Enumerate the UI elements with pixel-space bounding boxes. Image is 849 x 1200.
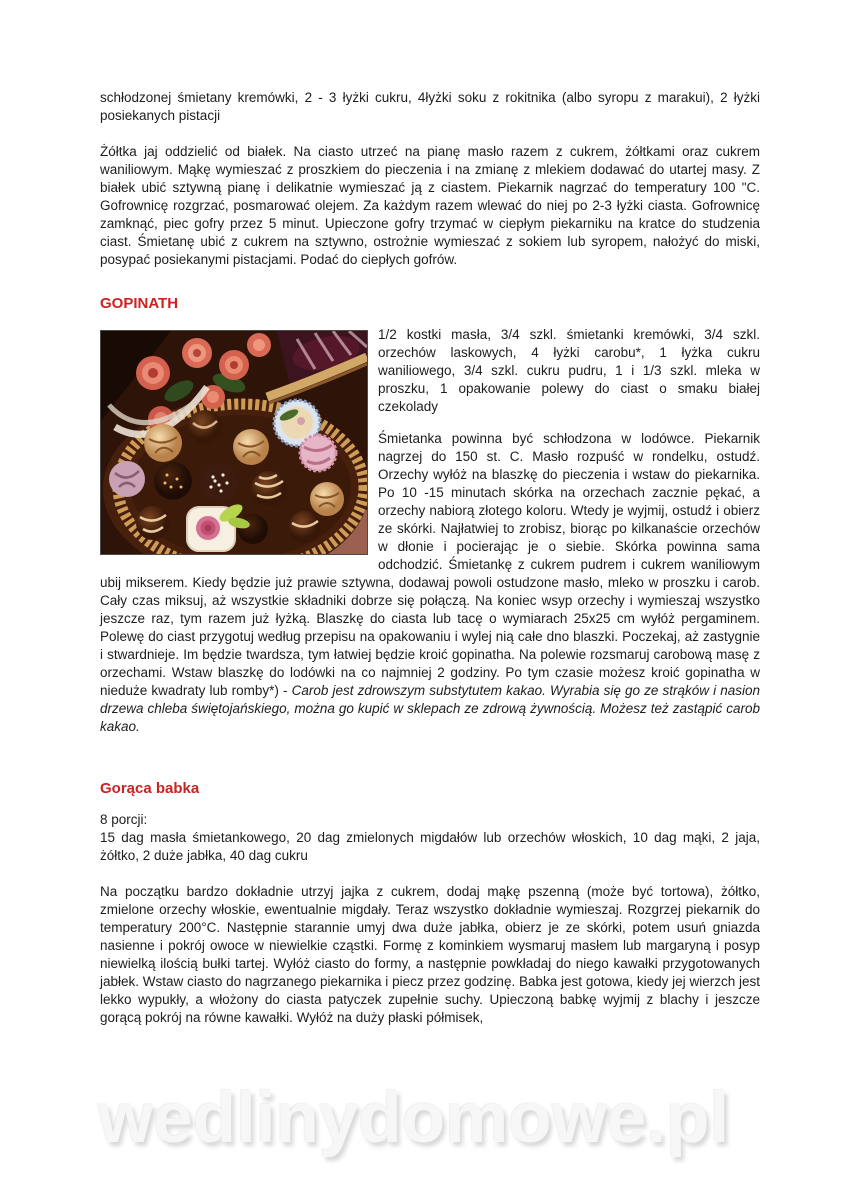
babka-heading: Gorąca babka	[100, 780, 200, 797]
babka-servings: 8 porcji:	[100, 812, 148, 827]
watermark: wedlinydomowe.pl	[98, 1079, 730, 1158]
carob-note: Carob jest zdrowszym substytutem kakao. Wyrabia się go ze strąków i nasion drzewa chleba świętojańskiego, można go kupić w sklepach ze zdrową żywnością. Możesz też zastąpić carob kakao.	[100, 683, 760, 734]
intro-paragraph: schłodzonej śmietany kremówki, 2 - 3 łyżki cukru, 4łyżki soku z rokitnika (albo syropu z marakui), 2 łyżki posiekanych pistacji	[100, 90, 760, 123]
gopinath-heading: GOPINATH	[100, 295, 179, 312]
babka-instructions: Na początku bardzo dokładnie utrzyj jajka z cukrem, dodaj mąkę pszenną (może być tortowa), żółtko, zmielone orzechy włoskie, ewentualnie migdały. Teraz wszystko dokładnie wymieszaj. Rozgrzej piekarnik do temperatury 200°C. Następnie starannie umyj dwa duże jabłka, obierz je ze skórki, potem usuń gniazda nasienne i pokrój owoce w niewielkie cząstki. Formę z kominkiem wysmaruj masłem lub margaryną i posyp niewielką ilością bułki tartej. Wyłóż ciasto do formy, a następnie powkładaj do niego kawałki przygotowanych jabłek. Wstaw ciasto do nagrzanego piekarnika i piecz przez godzinę. Babka jest gotowa, kiedy jej wierzch jest lekko wypukły, a włożony do ciasta patyczek zupełnie suchy. Upieczoną babkę wyjmij z blachy i jeszcze gorącą pokrój na równe kawałki. Wyłóż na duży płaski półmisek,	[100, 884, 760, 1025]
gopinath-section	[100, 326, 760, 754]
pralines-and-roses-photo	[100, 330, 368, 555]
babka-ingredients: 15 dag masła śmietankowego, 20 dag zmielonych migdałów lub orzechów włoskich, 10 dag mąki, 2 jaja, żółtko, 2 duże jabłka, 40 dag cukru	[100, 830, 760, 863]
gopinath-instructions-text: Śmietanka powinna być schłodzona w lodówce. Piekarnik nagrzej do 150 st. C. Masło rozpuść w rondelku, ostudź. Orzechy wyłóż na blaszkę do pieczenia i wstaw do piekarnika. Po 10 -15 minutach skórka na orzechach zacznie pękać, a orzechy nabiorą złotego koloru. Wtedy je wyjmij, ostudź i obierz ze skórki. Najłatwiej to zrobisz, biorąc po kilkanaście orzechów w dłonie i pocierając je o siebie. Skórka powinna sama odchodzić. Śmietankę z cukrem pudrem i cukrem waniliowym ubij mikserem. Kiedy będzie już prawie sztywna, dodawaj powoli ostudzone masło, mleko w proszku i carob. Cały czas miksuj, aż wszystkie składniki dobrze się połączą. Na koniec wsyp orzechy i wymieszaj wszystko jeszcze raz, tym razem już łyżką. Blaszkę do ciasta lub tacę o wymiarach 25x25 cm wyłóż pergaminem. Polewę do ciast przygotuj według przepisu na opakowaniu i wylej nią całe dno blaszki. Poczekaj, aż zastygnie i stwardnieje. Im będzie twardsza, tym łatwiej będzie kroić gopinatha. Na polewie rozsmaruj carobową masę z orzechami. Wstaw blaszkę do lodówki na co najmniej 2 godziny. Po tym czasie możesz kroić gopinatha w nieduże kwadraty lub romby*) -	[100, 431, 760, 698]
gopinath-ingredients: 1/2 kostki masła, 3/4 szkl. śmietanki kremówki, 3/4 szkl. orzechów laskowych, 4 łyżki carobu*, 1 łyżka cukru waniliowego, 3/4 szkl. cukru pudru, 1 i 1/3 szkl. mleka w proszku, 1 opakowanie polewy do ciast o smaku białej czekolady	[378, 327, 760, 414]
babka-ingredients-paragraph	[100, 811, 760, 865]
pralines-photo-graphic	[101, 331, 367, 554]
waffles-paragraph: Żółtka jaj oddzielić od białek. Na ciasto utrzeć na pianę masło razem z cukrem, żółtkami oraz cukrem waniliowym. Mąkę wymieszać z proszkiem do pieczenia i na zmianę z mlekiem dodawać do utartej masy. Z białek ubić sztywną pianę i delikatnie wymieszać ją z ciastem. Piekarnik nagrzać do temperatury 100 "C. Gofrownicę rozgrzać, posmarować olejem. Za każdym razem wlewać do niej po 2-3 łyżki ciasta. Gofrownicę zamknąć, piec gofry przez 5 minut. Upieczone gofry trzymać w ciepłym piekarniku na kratce do studzenia ciast. Śmietanę ubić z cukrem na sztywno, ostrożnie wymieszać z sokiem lub syropem, nałożyć do miski, posypać posiekanymi pistacjami. Podać do ciepłych gofrów.	[100, 144, 760, 267]
